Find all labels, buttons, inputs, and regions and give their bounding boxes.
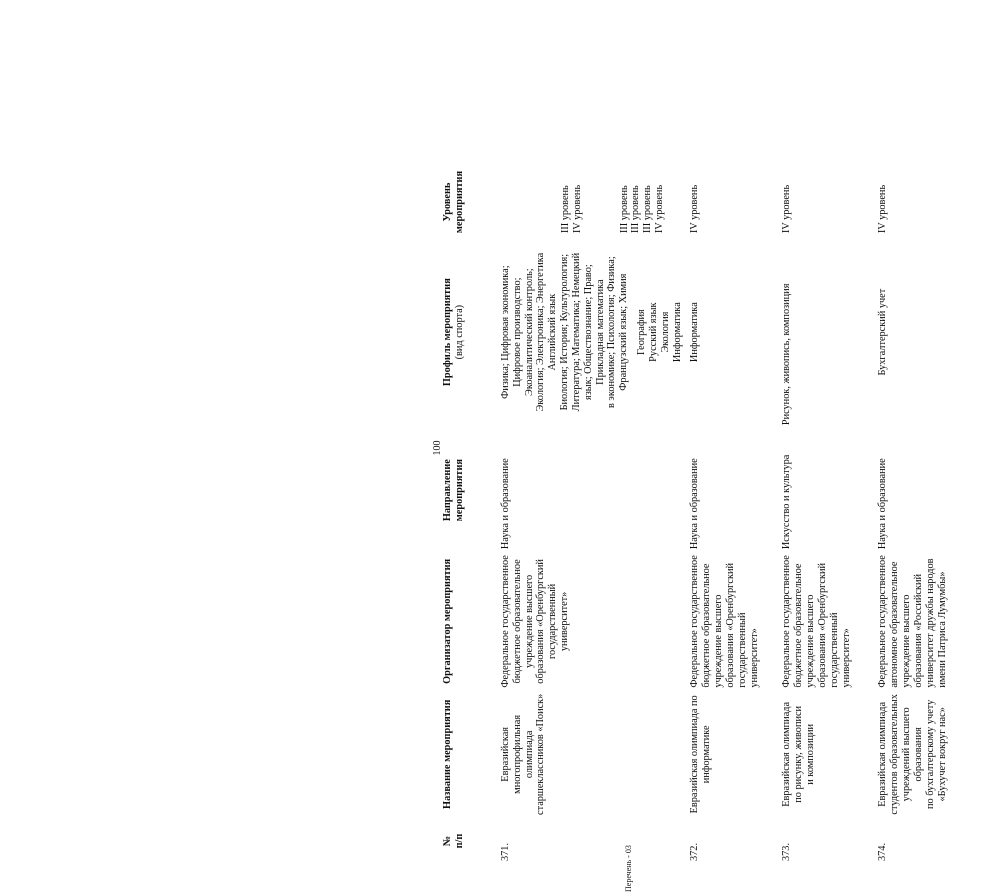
profile: Бухгалтерский учет (877, 288, 889, 376)
profile: Информатика (689, 302, 701, 363)
organizer: Федеральное государственное автономное образовательное учреждение высшего образования «Российский университет дружбы народов имени Патриса Лумумбы» (877, 555, 948, 688)
level: IV уровень (781, 184, 793, 234)
table-row (874, 168, 986, 864)
level: IV уровень (877, 184, 889, 234)
table-row (686, 168, 778, 864)
header-level: Уровень мероприятия (442, 170, 465, 234)
table-header-row (442, 168, 497, 864)
profile: Рисунок, живопись, композиция (781, 283, 793, 426)
table-row (778, 168, 874, 864)
header-organizer: Организатор мероприятия (442, 558, 453, 684)
level: III уровень IV уровень III уровень III уровень III уровень IV уровень (560, 184, 666, 234)
profile: Физика; Цифровая экономика; Цифровое производство; Экоаналитический контроль; Экология; Электроника; Энергетика Английский язык Биология; История; Культурология; Литература; Математика; Немецкий язык; Обществознание; Право; Прикладная математика в экономике; Психология; Физика; Французский язык; Химия География Русский язык Экология Информатика (500, 252, 683, 412)
direction: Наука и образование (689, 458, 701, 550)
row-number: 374. (877, 842, 889, 861)
table-row (497, 168, 686, 864)
header-event-name: Название мероприятия (442, 699, 453, 809)
organizer: Федеральное государственное бюджетное образовательное учреждение высшего образования «Оренбургский государственный университет» (689, 555, 760, 688)
footer-note: Перечень - 03 (624, 845, 633, 892)
direction: Наука и образование (500, 458, 511, 550)
direction: Наука и образование (877, 458, 889, 550)
row-number: 371. (500, 842, 511, 861)
row-number: 373. (781, 842, 793, 861)
organizer: Федеральное государственное бюджетное образовательное учреждение высшего образования «Оренбургский государственный университет» (500, 555, 571, 688)
organizer: Федеральное государственное бюджетное образовательное учреждение высшего образования «Оренбургский государственный университет» (781, 555, 852, 688)
page-number: 100 (432, 440, 443, 456)
event-name: Евразийская олимпиада студентов образовательных учреждений высшего образования по бухгалтерскому учету «Бухучет вокруг нас» (877, 694, 948, 815)
header-direction: Направление мероприятия (442, 459, 465, 522)
event-name: Евразийская олимпиада по рисунку, живописи и композиции (781, 701, 817, 807)
level: IV уровень (689, 184, 701, 234)
events-table (442, 168, 986, 864)
event-name: Евразийская многопрофильная олимпиада старшеклассников «Поиск» (500, 693, 547, 815)
direction: Искусство и культура (781, 454, 793, 550)
event-name: Евразийская олимпиада по информатике (689, 695, 713, 814)
row-number: 372. (689, 842, 701, 861)
header-number: № п/п (442, 833, 465, 849)
header-profile: Профиль мероприятия (вид спорта) (442, 278, 465, 387)
